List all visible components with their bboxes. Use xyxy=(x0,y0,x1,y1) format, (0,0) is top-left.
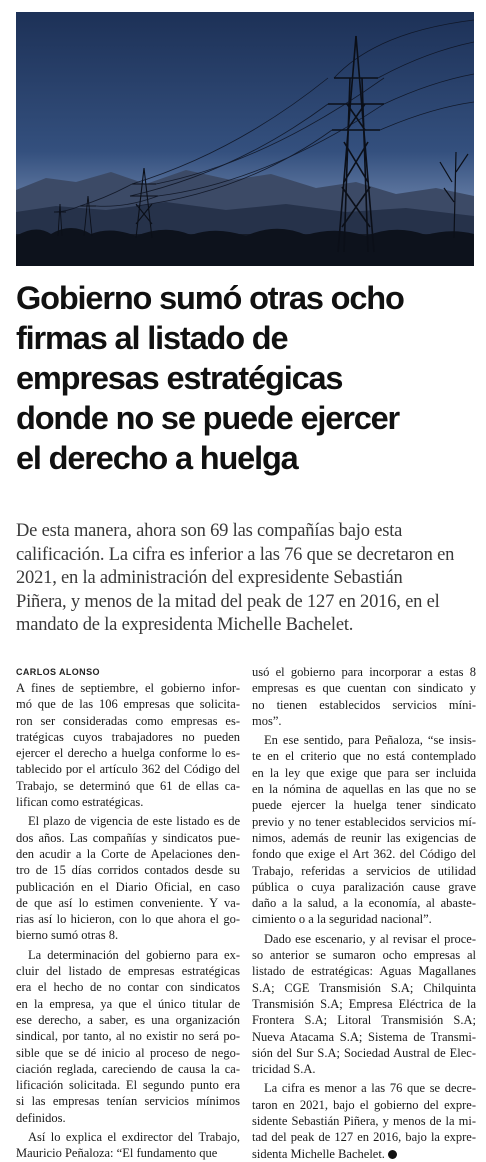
text-line: te en el criterio que no está contemplado xyxy=(252,749,476,764)
text-line: era el hecho de no contar con sindicatos xyxy=(16,980,240,995)
text-line: empresas es que cuentan con sindicato y xyxy=(252,681,476,696)
text-line: cluir del listado de empresas estratégicas xyxy=(16,964,240,979)
text-line: tad del peak de 127 en 2016, bajo la expre- xyxy=(252,1130,476,1145)
paragraph xyxy=(16,680,240,810)
text-line: La cifra es menor a las 76 que se decre- xyxy=(264,1081,476,1096)
text-line: sión del Sur S.A; Sociedad Austral de Elec- xyxy=(252,1045,476,1060)
text-line: cimiento o a la seguridad nacional”. xyxy=(252,912,432,927)
lead-line: Piñera, y menos de la mitad del peak de 127 en 2016, en el xyxy=(16,591,440,612)
text-line: publicación en el Diario Oficial, en caso xyxy=(16,879,240,894)
headline-line: empresas estratégicas xyxy=(16,360,343,396)
text-line: de que así lo estimen conveniente. Y va- xyxy=(16,895,240,910)
text-line: Transmisión S.A; Empresa Eléctrica de la xyxy=(252,996,476,1011)
text-line: listado de estratégicas: Aguas Magallanes xyxy=(252,964,476,979)
text-line: sidente Sebastián Piñera, y menos de la mi- xyxy=(252,1114,476,1129)
end-of-article-icon xyxy=(388,1150,397,1159)
byline: CARLOS ALONSO xyxy=(16,667,100,677)
body-column-right xyxy=(252,664,476,1162)
paragraph xyxy=(16,813,240,943)
text-line: en la ley que exige que para ser incluida xyxy=(252,765,476,780)
headline xyxy=(16,278,476,478)
text-line: usó el gobierno para incorporar a estas 8 xyxy=(252,665,476,679)
text-line: ejercer el derecho a huelga conforme lo es- xyxy=(16,746,240,761)
text-line: pública o cuya paralización cause grave xyxy=(252,879,476,894)
text-line: mos”. xyxy=(252,713,282,728)
text-line: sindical, por tanto, al no existir no será po- xyxy=(16,1029,240,1044)
text-line: En ese sentido, para Peñaloza, “se insis- xyxy=(264,733,476,748)
power-lines-photo xyxy=(16,12,474,266)
headline-line: firmas al listado de xyxy=(16,320,288,356)
text-line: Frontera S.A; Litoral Transmisión S.A; xyxy=(252,1013,476,1028)
text-line: Mauricio Peñaloza: “El fundamento que xyxy=(16,1146,218,1161)
headline-line: Gobierno sumó otras ocho xyxy=(16,280,404,316)
text-line: ron ser consideradas como empresas es- xyxy=(16,713,240,728)
paragraph xyxy=(252,732,476,928)
text-line: tablecido por el artículo 362 del Código del xyxy=(16,762,240,777)
text-line: puede ejercer la huelga tener sindicato xyxy=(252,798,476,813)
text-line: mó que de las 106 empresas que solicita- xyxy=(16,697,240,712)
text-line: so anterior se sumaron ocho empresas al xyxy=(252,948,476,963)
text-line: den acudir a la Corte de Apelaciones den- xyxy=(16,846,240,861)
right-column-text xyxy=(252,664,476,1162)
paragraph xyxy=(252,664,476,729)
lead-line: De esta manera, ahora son 69 las compañías bajo esta xyxy=(16,521,403,541)
text-line: no tienen establecidos servicios míni- xyxy=(252,697,476,712)
paragraph xyxy=(16,1129,240,1162)
paragraph xyxy=(252,931,476,1078)
text-line: nimos, además de reunir las exigencias de xyxy=(252,830,476,845)
text-line: fondo que exige el Art 362. del Código del xyxy=(252,847,476,862)
text-line: rias así lo hicieron, con lo que ahora el go- xyxy=(16,912,240,927)
headline-line: donde no se puede ejercer xyxy=(16,400,400,436)
text-line: A fines de septiembre, el gobierno infor- xyxy=(16,681,240,695)
headline-line: el derecho a huelga xyxy=(16,440,298,476)
text-line: taron en 2021, bajo el gobierno del expre- xyxy=(252,1097,476,1112)
text-line: Nueva Atacama S.A; Sistema de Transmi- xyxy=(252,1029,476,1044)
text-line: S.A; CGE Transmisión S.A; Chilquinta xyxy=(252,980,476,995)
text-line: Trabajo, se determinó que 61 de ellas ca- xyxy=(16,778,240,793)
text-line: Trabajo, referidas a servicios de utilidad xyxy=(252,863,476,878)
text-line: en la nómina de aquellas en las que no se xyxy=(252,782,476,797)
body-column-left xyxy=(16,664,240,1162)
text-line: ese derecho, a saber, es una organización xyxy=(16,1012,240,1027)
left-column-text xyxy=(16,680,240,1162)
text-line: sidenta Michelle Bachelet. xyxy=(252,1146,476,1162)
text-line: bierno sumó otras 8. xyxy=(16,928,119,943)
text-line: tratégicas cuyos trabajadores no pueden xyxy=(16,729,240,744)
text-line: lifican como estratégicas. xyxy=(16,795,144,810)
lead-line: mandato de la expresidenta Michelle Bachelet. xyxy=(16,615,354,635)
lead-line: calificación. La cifra es inferior a las 76 que se decretaron en xyxy=(16,544,455,565)
paragraph xyxy=(252,1080,476,1161)
text-line: sible que se dé inicio al proceso de nego- xyxy=(16,1045,240,1060)
text-line: tricidad S.A. xyxy=(252,1062,316,1077)
lead-line: 2021, en la administración del expresidente Sebastián xyxy=(16,568,403,588)
paragraph xyxy=(16,947,240,1126)
text-line: Así lo explica el exdirector del Trabajo, xyxy=(28,1130,240,1145)
text-line: previo y no tener establecidos servicios mí- xyxy=(252,814,476,829)
text-line: El plazo de vigencia de este listado es de xyxy=(28,814,240,829)
text-line: tro de 15 días corridos contados desde su xyxy=(16,863,240,878)
text-line: en la empresa, ya que el único titular de xyxy=(16,996,240,1011)
text-line: La determinación del gobierno para ex- xyxy=(28,947,240,962)
lead-paragraph xyxy=(16,520,478,638)
text-line: si las empresas tenían servicios mínimos xyxy=(16,1094,240,1109)
text-line: daño a la salud, a la economía, al abaste- xyxy=(252,896,476,911)
text-line: definidos. xyxy=(16,1110,66,1125)
text-line: lificación solicitada. El segundo punto era xyxy=(16,1078,240,1093)
text-line: Dado ese escenario, y al revisar el proce- xyxy=(264,931,476,946)
text-line: dos años. Las compañías y sindicatos pue- xyxy=(16,830,240,845)
text-line: ciación reglada, careciendo de causa la ca- xyxy=(16,1061,240,1076)
